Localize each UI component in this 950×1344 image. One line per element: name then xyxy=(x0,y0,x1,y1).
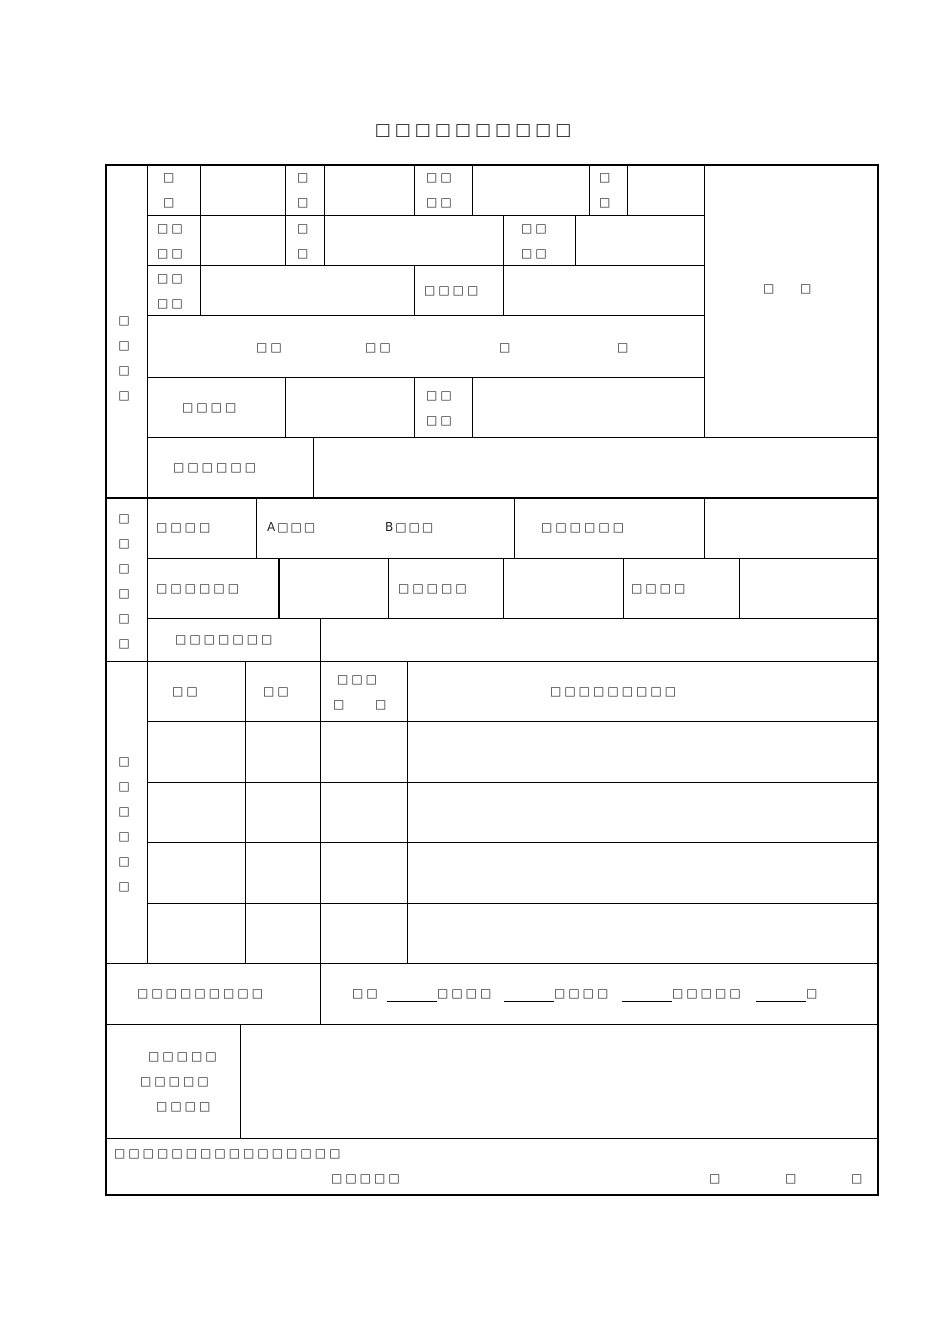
rule xyxy=(414,265,415,315)
table-border-right xyxy=(877,164,879,1196)
row4-item2: □□ xyxy=(365,340,394,354)
rule xyxy=(285,377,286,437)
rule xyxy=(148,377,704,378)
blank-4 xyxy=(756,1001,806,1002)
rule xyxy=(245,661,246,963)
date-day: □ xyxy=(851,1171,866,1185)
rule xyxy=(105,1024,879,1025)
s3-col3-header-right: □ xyxy=(375,697,390,711)
s2-row2-label2: □□□□□ xyxy=(398,581,470,595)
gender-label-bottom: □ xyxy=(297,195,312,209)
date-year: □ xyxy=(709,1171,724,1185)
birth-label-top: □□ xyxy=(426,170,455,184)
side-char: □ xyxy=(118,804,130,818)
table-border-bottom xyxy=(105,1194,879,1196)
row2-label2-bottom: □ xyxy=(297,246,312,260)
side-char: □ xyxy=(118,561,130,575)
rule xyxy=(313,437,314,497)
application-form-table xyxy=(105,164,879,1196)
s3-col3-header-top: □□□ xyxy=(337,672,381,686)
rule xyxy=(240,1024,241,1138)
row2-label2-top: □ xyxy=(297,221,312,235)
rule xyxy=(105,1138,879,1139)
name-label-top: □ xyxy=(163,170,178,184)
side-char: □ xyxy=(118,636,130,650)
option-a: A□□□ xyxy=(267,520,318,534)
rule xyxy=(414,164,415,215)
s3-col2-header: □□ xyxy=(263,684,292,698)
rule xyxy=(388,558,389,618)
s2-row2-label3: □□□□ xyxy=(631,581,689,595)
side-char: □ xyxy=(118,879,130,893)
row2-label1-bottom: □□ xyxy=(157,246,186,260)
rule xyxy=(704,497,705,558)
section-divider xyxy=(105,497,879,499)
row4-item4: □ xyxy=(617,340,632,354)
rule xyxy=(148,315,704,316)
s2-row2-label1: □□□□□□ xyxy=(156,581,243,595)
rule xyxy=(627,164,628,215)
row5-label2-bottom: □□ xyxy=(426,413,455,427)
s3-col4-header: □□□□□□□□□ xyxy=(550,684,680,698)
row3-label2: □□□□ xyxy=(424,283,482,297)
table-border-left xyxy=(105,164,107,1196)
row2-label3-bottom: □□ xyxy=(521,246,550,260)
row2-label1-top: □□ xyxy=(157,221,186,235)
row6-label: □□□□□□ xyxy=(173,460,260,474)
rule xyxy=(503,558,504,618)
side-char: □ xyxy=(118,586,130,600)
s3-col1-header: □□ xyxy=(172,684,201,698)
rule xyxy=(148,215,704,216)
rule xyxy=(148,782,879,783)
row4-item1: □□ xyxy=(256,340,285,354)
side-char: □ xyxy=(118,779,130,793)
side-char: □ xyxy=(118,854,130,868)
rule xyxy=(148,842,879,843)
side-column-line xyxy=(147,164,148,963)
row3-label1-bottom: □□ xyxy=(157,296,186,310)
row4-item3: □ xyxy=(499,340,514,354)
side-char: □ xyxy=(118,511,130,525)
blank-2 xyxy=(504,1001,554,1002)
side-char: □ xyxy=(118,611,130,625)
rule xyxy=(256,497,257,558)
rule xyxy=(320,618,321,661)
rule xyxy=(148,265,704,266)
side-char: □ xyxy=(118,536,130,550)
gender-label-top: □ xyxy=(297,170,312,184)
form-title: □□□□□□□□□□ xyxy=(374,120,576,140)
s4-part5: □ xyxy=(806,986,821,1000)
rule xyxy=(148,618,879,619)
rule xyxy=(278,558,280,618)
date-month: □ xyxy=(785,1171,800,1185)
row5-label2-top: □□ xyxy=(426,388,455,402)
rule xyxy=(285,164,286,265)
rule xyxy=(623,558,624,618)
blank-3 xyxy=(622,1001,672,1002)
rule xyxy=(148,558,879,559)
name-label-bottom: □ xyxy=(163,195,178,209)
ethnic-label-top: □ xyxy=(599,170,614,184)
rule xyxy=(472,377,473,437)
rule xyxy=(503,215,504,315)
rule xyxy=(148,437,879,438)
rule xyxy=(148,903,879,904)
signature-label: □□□□□ xyxy=(331,1171,403,1185)
blank-1 xyxy=(387,1001,437,1002)
s4-part4: □□□□□ xyxy=(672,986,744,1000)
s5-label-line1: □□□□□ xyxy=(148,1049,220,1063)
rule xyxy=(320,963,321,1024)
rule xyxy=(105,661,879,662)
s2-row1-label2: □□□□□□ xyxy=(541,520,628,534)
photo-placeholder: □ □ xyxy=(763,281,818,295)
rule xyxy=(575,215,576,265)
rule xyxy=(320,661,321,963)
birth-label-bottom: □□ xyxy=(426,195,455,209)
rule xyxy=(200,164,201,315)
section1-side-label xyxy=(117,308,131,408)
s4-part1: □□ xyxy=(352,986,381,1000)
rule xyxy=(514,497,515,558)
table-border-top xyxy=(105,164,879,166)
rule xyxy=(472,164,473,215)
side-char: □ xyxy=(118,754,130,768)
rule xyxy=(739,558,740,618)
row5-label1: □□□□ xyxy=(182,400,240,414)
option-b: B□□□ xyxy=(385,520,436,534)
s4-part2: □□□□ xyxy=(437,986,495,1000)
s4-label: □□□□□□□□□ xyxy=(137,986,267,1000)
section2-side-label xyxy=(117,506,131,656)
s3-col3-header-left: □ xyxy=(333,697,348,711)
photo-box-line xyxy=(704,164,705,437)
side-char: □ xyxy=(118,829,130,843)
row3-label1-top: □□ xyxy=(157,271,186,285)
s5-label-line3: □□□□ xyxy=(156,1099,214,1113)
rule xyxy=(414,377,415,437)
side-char: □ xyxy=(118,388,130,402)
rule xyxy=(324,164,325,265)
section3-side-label xyxy=(117,749,131,899)
rule xyxy=(148,721,879,722)
s5-label-line2: □□□□□ xyxy=(140,1074,212,1088)
side-char: □ xyxy=(118,363,130,377)
declaration-text: □□□□□□□□□□□□□□□□ xyxy=(114,1146,344,1160)
side-char: □ xyxy=(118,338,130,352)
s4-part3: □□□□ xyxy=(554,986,612,1000)
ethnic-label-bottom: □ xyxy=(599,195,614,209)
rule xyxy=(105,963,879,964)
row2-label3-top: □□ xyxy=(521,221,550,235)
s2-row1-label1: □□□□ xyxy=(156,520,214,534)
rule xyxy=(589,164,590,215)
rule xyxy=(407,661,408,963)
s2-row3-label: □□□□□□□ xyxy=(175,632,276,646)
side-char: □ xyxy=(118,313,130,327)
